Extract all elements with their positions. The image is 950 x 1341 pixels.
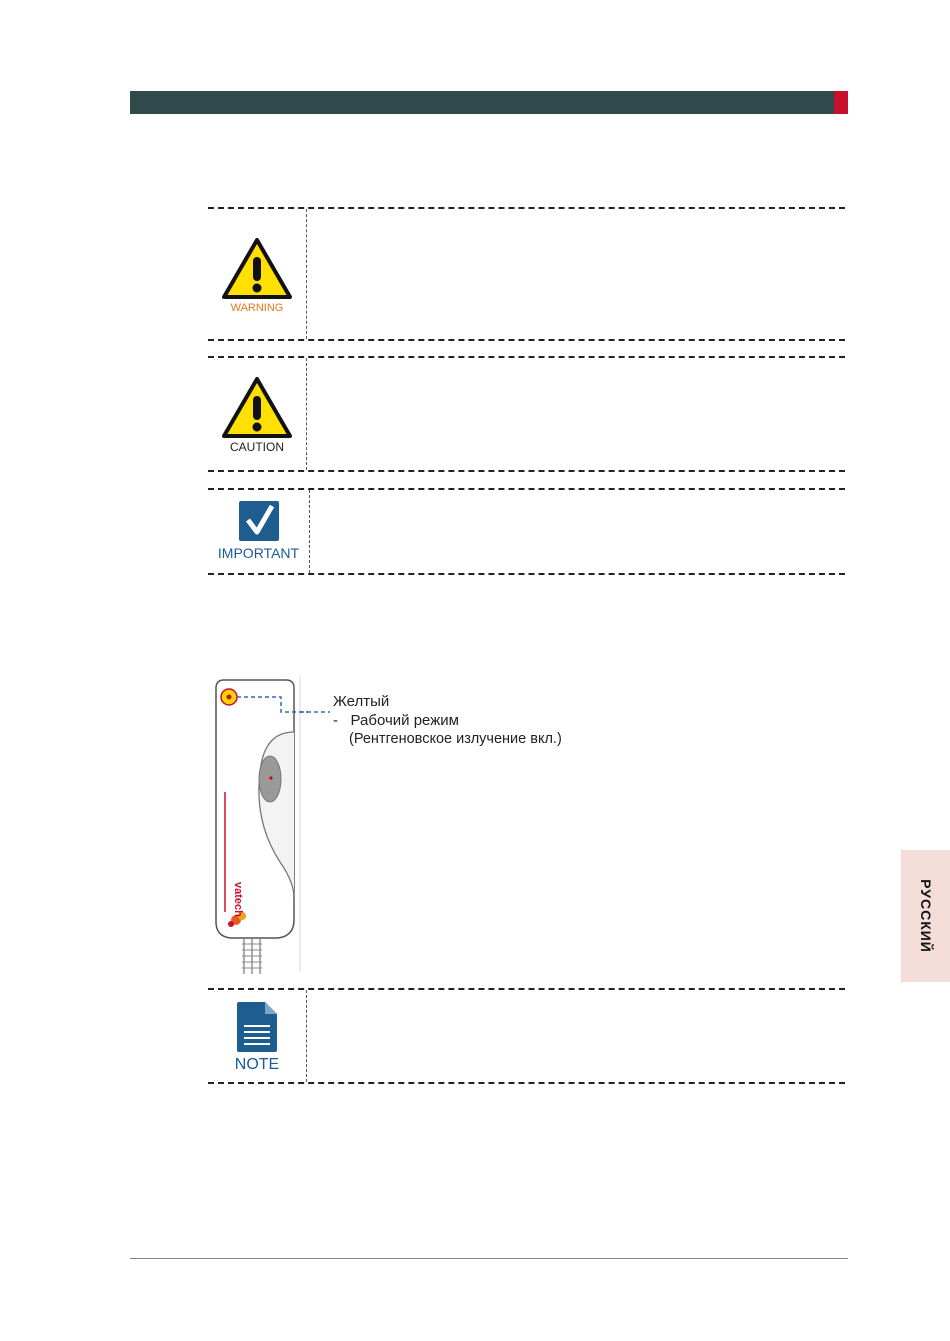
document-icon bbox=[235, 1000, 279, 1054]
footer-rule bbox=[130, 1258, 848, 1259]
important-notice bbox=[208, 488, 845, 575]
language-tab[interactable] bbox=[901, 850, 950, 982]
caution-label: CAUTION bbox=[230, 440, 284, 454]
caution-triangle-icon bbox=[221, 376, 293, 440]
callout-item: - Рабочий режим bbox=[333, 712, 459, 729]
important-label: IMPORTANT bbox=[217, 545, 300, 561]
indicator-callout bbox=[333, 692, 562, 749]
warning-notice bbox=[208, 207, 845, 341]
header-accent bbox=[834, 91, 848, 114]
device-brand-label: vatech bbox=[232, 882, 244, 917]
callout-leader-line bbox=[300, 708, 332, 716]
warning-triangle-icon bbox=[221, 237, 293, 301]
callout-detail: (Рентгеновское излучение вкл.) bbox=[349, 731, 562, 747]
header-bar bbox=[130, 91, 834, 114]
note-notice bbox=[208, 988, 845, 1084]
device-figure bbox=[208, 672, 308, 980]
callout-title: Желтый bbox=[333, 693, 390, 710]
checkmark-icon bbox=[238, 500, 280, 542]
warning-label: WARNING bbox=[230, 302, 284, 314]
caution-notice bbox=[208, 356, 845, 472]
language-tab-label: РУССКИЙ bbox=[917, 879, 934, 953]
note-label: NOTE bbox=[234, 1056, 280, 1073]
hand-switch-illustration bbox=[208, 672, 308, 980]
